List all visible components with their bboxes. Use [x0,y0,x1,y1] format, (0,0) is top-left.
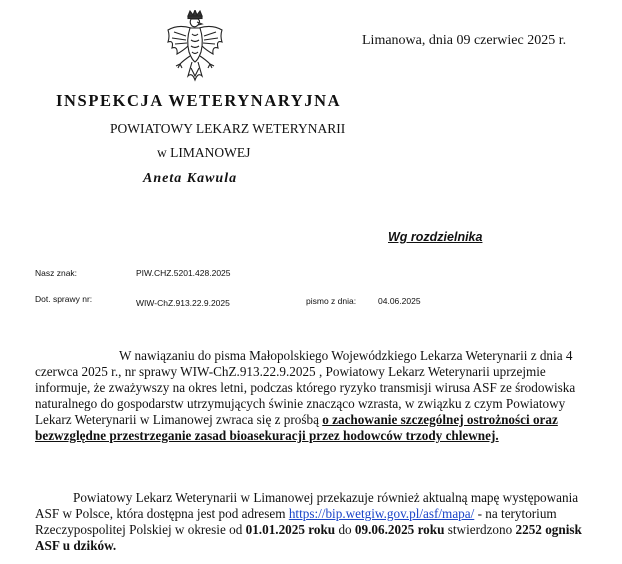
date-from: 01.01.2025 roku [245,522,336,537]
office-title: INSPEKCJA WETERYNARYJNA [56,91,342,110]
date-to: 09.06.2025 roku [354,522,445,537]
recipient: Wg rozdzielnika [388,230,483,244]
letter-date-value: 04.06.2025 [378,296,421,306]
our-ref-label: Nasz znak: [35,268,78,278]
outbreak-count: 2252 ognisk ASF u dzików. [35,522,582,553]
paragraph-1-text: W nawiązaniu do pisma Małopolskiego Wojewódzkiego Lekarza Weterynarii z dnia 4 czerwca 2025 r., nr sprawy WIW-ChZ.913.22.9.2025 , Powiatowy Lekarz Weterynarii uprzejmie informuje, że zważywszy na okres letni, podczas którego ryzyko transmisji wirusa ASF ze środowiska naturalnego do gospodarstw utrzymujących świnie znacząco wzrasta, w związku z czym Powiatowy Lekarz Weterynarii w Limanowej zwraca się z prośbą [35,348,576,427]
asf-map-link[interactable]: https://bip.wetgiw.gov.pl/asf/mapa/ [288,506,475,521]
signatory-name: Aneta Kawula [143,171,238,186]
polish-white-eagle-icon [164,10,226,88]
letter-date-label: pismo z dnia: [306,296,357,306]
paragraph-2-text-2: - na terytorium Rzeczypospolitej Polskiej w okresie od [35,506,557,537]
paragraph-2-text-1: Powiatowy Lekarz Weterynarii w Limanowej przekazuje również aktualną mapę występowania ASF w Polsce, która dostępna jest pod adresem [35,490,579,521]
place-and-date: Limanowa, dnia 09 czerwiec 2025 r. [362,33,567,48]
our-ref-value: PIW.CHZ.5201.428.2025 [136,268,231,278]
office-location: w LIMANOWEJ [157,145,251,160]
paragraph-2-text-4: stwierdzono [444,522,516,537]
paragraph-asf-warning [35,348,601,444]
paragraph-1-emphasis: o zachowanie szczególnej ostrożności oraz bezwzględne przestrzeganie zasad bioasekuracji przez hodowców trzody chlewnej. [35,412,558,443]
paragraph-asf-map [35,490,601,554]
case-ref-value: WIW-ChZ.913.22.9.2025 [136,298,230,308]
case-ref-label: Dot. sprawy nr: [35,294,93,304]
paragraph-2-text-3: do [335,522,355,537]
office-subtitle: POWIATOWY LEKARZ WETERYNARII [110,121,346,136]
